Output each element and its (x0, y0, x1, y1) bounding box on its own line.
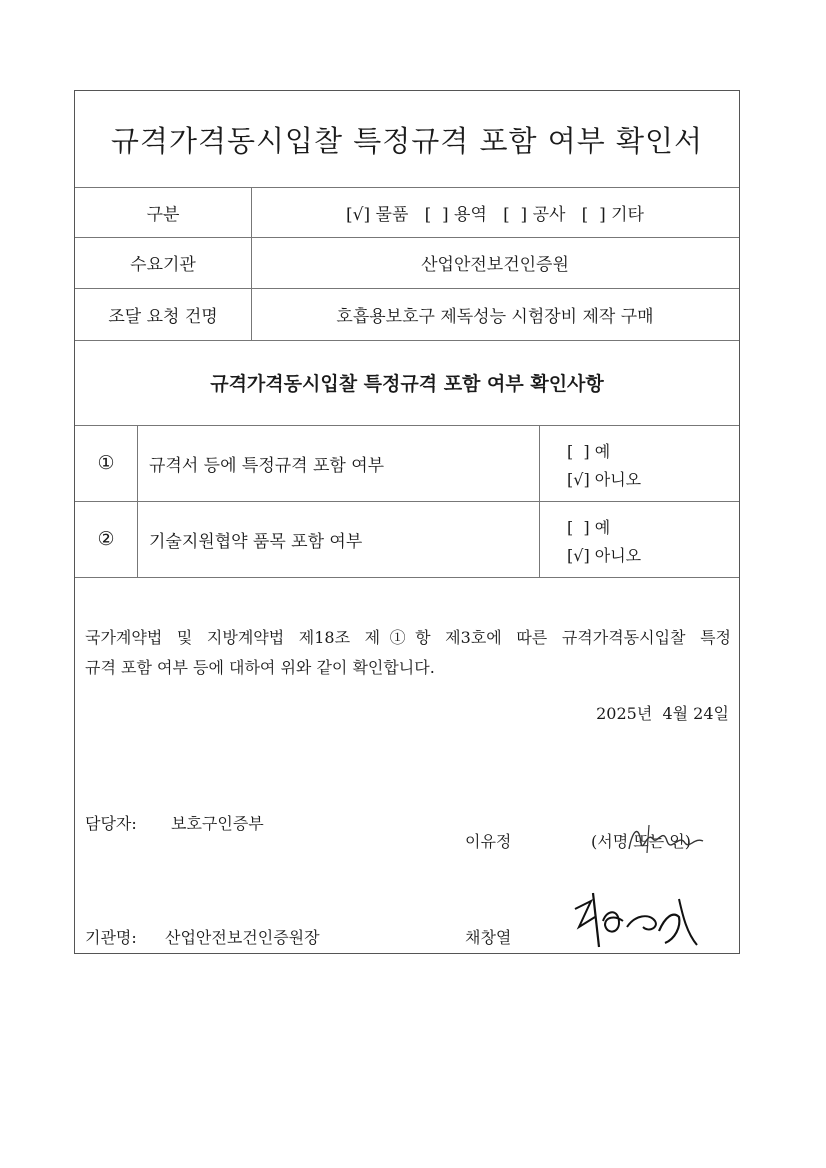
form-title: 규격가격동시입찰 특정규격 포함 여부 확인서 (110, 123, 704, 158)
divider (75, 577, 739, 578)
column-divider (137, 425, 138, 577)
option-no: [√] 아니오 (567, 470, 642, 489)
item-number: ② (97, 528, 115, 550)
option-yes: [ ] 예 (567, 442, 611, 461)
request-name-value: 호흡용보호구 제독성능 시험장비 제작 구매 (336, 306, 654, 327)
category-value: [√] 물품 [ ] 용역 [ ] 공사 [ ] 기타 (346, 204, 644, 225)
agency-value: 산업안전보건인증원 (421, 255, 569, 275)
date: 2025년 4월 24일 (596, 704, 729, 723)
manager-signature (623, 819, 713, 859)
option-yes: [ ] 예 (567, 518, 611, 537)
item-question: 기술지원협약 품목 포함 여부 (149, 531, 363, 552)
org-name: 산업안전보건인증원장 (165, 928, 320, 947)
manager-label: 담당자: (85, 814, 137, 833)
category-label: 구분 (146, 204, 180, 225)
statement (85, 623, 731, 683)
org-label: 기관명: (85, 928, 137, 947)
sign-note: (서명 또는 인) (591, 832, 691, 851)
request-name-label: 조달 요청 건명 (108, 306, 218, 327)
column-divider (539, 425, 540, 577)
item-number: ① (97, 452, 115, 474)
statement-line: 규격 포함 여부 등에 대하여 위와 같이 확인합니다. (85, 658, 435, 677)
org-head-signature (569, 887, 701, 953)
manager-dept: 보호구인증부 (171, 814, 264, 833)
manager-name: 이유정 (465, 832, 512, 851)
agency-label: 수요기관 (130, 255, 196, 275)
option-no: [√] 아니오 (567, 546, 642, 565)
org-head-name: 채창열 (465, 928, 512, 947)
statement-line: 국가계약법 및 지방계약법 제18조 제①항 제3호에 따른 규격가격동시입찰 특정 (85, 628, 731, 647)
item-question: 규격서 등에 특정규격 포함 여부 (149, 455, 385, 476)
confirmation-form (74, 90, 740, 954)
section-title: 규격가격동시입찰 특정규격 포함 여부 확인사항 (210, 373, 604, 395)
